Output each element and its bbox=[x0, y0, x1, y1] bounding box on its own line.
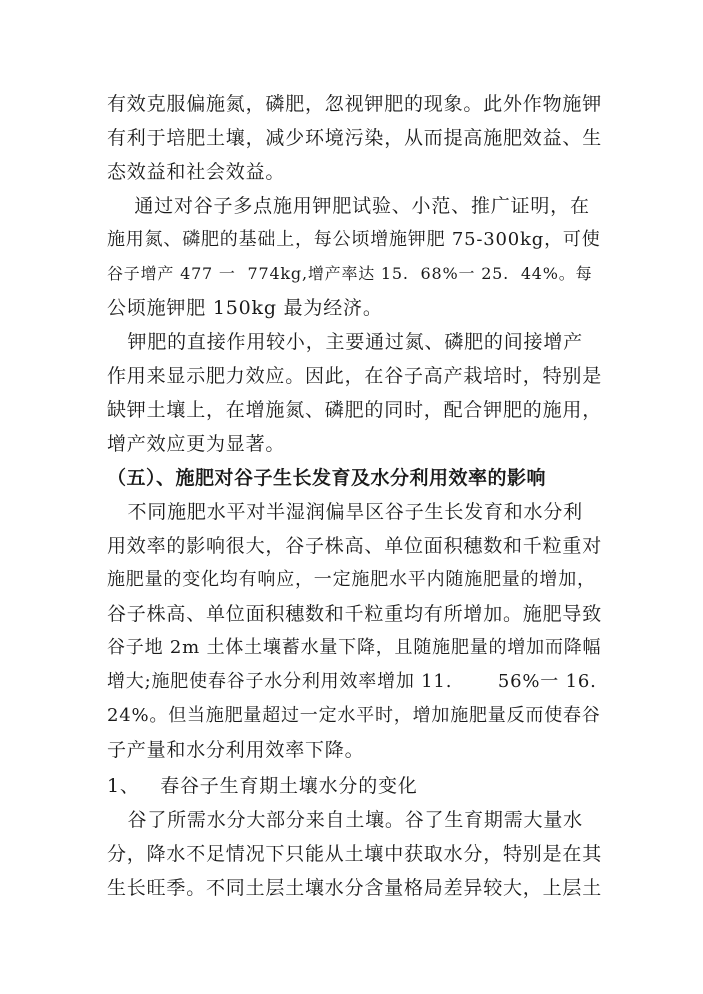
text-line: 子产量和水分利用效率下降。 bbox=[107, 739, 365, 761]
text-line: 谷子增产 477 一 774kg,增产率达 15. 68%一 25. 44%。每 bbox=[107, 264, 593, 283]
text-line: 24%。但当施肥量超过一定水平时，增加施肥量反而使春谷 bbox=[107, 705, 601, 726]
text-line: 作用来显示肥力效应。因此，在谷子高产栽培时，特别是 bbox=[107, 365, 603, 387]
text-line: 分，降水不足情况下只能从土壤中获取水分，特别是在其 bbox=[107, 843, 603, 865]
text-line: 有效克服偏施氮，磷肥，忽视钾肥的现象。此外作物施钾 bbox=[107, 93, 603, 115]
subsection-heading: 1、 春谷子生育期土壤水分的变化 bbox=[107, 775, 418, 797]
text-line: 缺钾土壤上，在增施氮、磷肥的同时，配合钾肥的施用， bbox=[107, 399, 603, 421]
text-line: 钾肥的直接作用较小，主要通过氮、磷肥的间接增产 bbox=[107, 331, 583, 353]
text-line: 态效益和社会效益。 bbox=[107, 161, 286, 183]
text-line: 施肥量的变化均有响应，一定施肥水平内随施肥量的增加， bbox=[107, 569, 596, 590]
text-line: 谷子地 2m 土体土壤蓄水量下降，且随施肥量的增加而降幅 bbox=[107, 637, 602, 658]
text-line: 增产效应更为显著。 bbox=[107, 433, 286, 455]
text-line: 生长旺季。不同土层土壤水分含量格局差异较大，上层土 bbox=[107, 877, 603, 899]
text-line: 有利于培肥土壤，减少环境污染，从而提高施肥效益、生 bbox=[107, 127, 603, 149]
text-line: 谷子株高、单位面积穗数和千粒重均有所增加。施肥导致 bbox=[107, 603, 603, 625]
text-line: 不同施肥水平对半湿润偏旱区谷子生长发育和水分利 bbox=[107, 501, 583, 523]
text-line: 增大;施肥使春谷子水分利用效率增加 11. 56%一 16. bbox=[107, 671, 597, 692]
text-line: 公顷施钾肥 150kg 最为经济。 bbox=[107, 297, 383, 319]
text-line: 用效率的影响很大，谷子株高、单位面积穗数和千粒重对 bbox=[107, 535, 603, 557]
section-heading: （五）、施肥对谷子生长发育及水分利用效率的影响 bbox=[107, 467, 547, 489]
text-line: 施用氮、磷肥的基础上，每公顷增施钾肥 75-300kg，可使 bbox=[107, 229, 601, 250]
text-line: 通过对谷子多点施用钾肥试验、小范、推广证明，在 bbox=[107, 195, 590, 217]
text-line: 谷了所需水分大部分来自土壤。谷了生育期需大量水 bbox=[107, 809, 583, 831]
